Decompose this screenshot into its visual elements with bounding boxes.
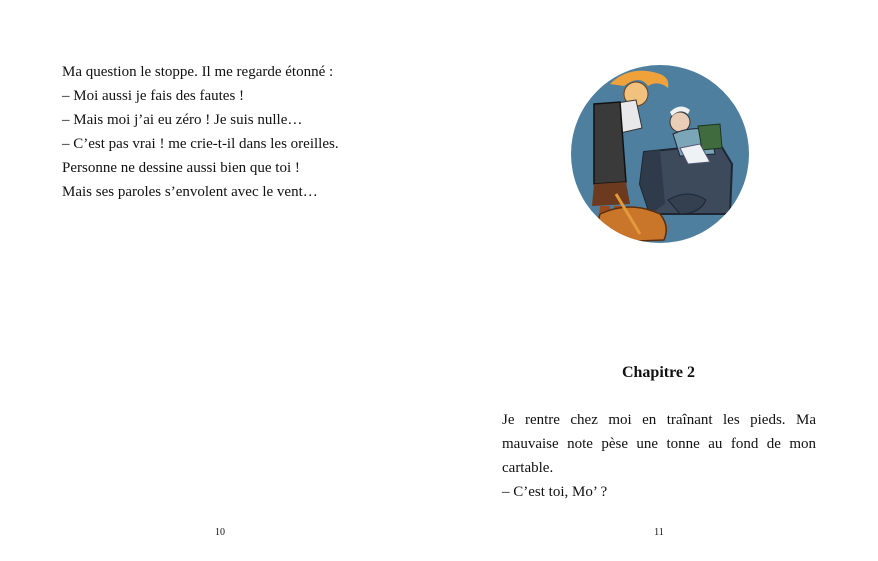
page-number-left: 10	[215, 527, 225, 538]
child-dress	[594, 102, 626, 184]
chapter-title: Chapitre 2	[621, 364, 696, 381]
circular-illustration-icon	[570, 64, 750, 244]
text-line: – Mais moi j’ai eu zéro ! Je suis nulle…	[62, 112, 303, 128]
paragraph: Je rentre chez moi en traînant les pieds. Ma mauvaise note pèse une tonne au fond de mon cartable.	[502, 412, 816, 476]
dog-shape	[598, 207, 666, 242]
text-line: Ma question le stoppe. Il me regarde étonné :	[62, 64, 334, 80]
dialogue-line: – C’est toi, Mo’ ?	[502, 484, 608, 500]
text-line: Mais ses paroles s’envolent avec le vent…	[62, 184, 318, 200]
page-number-right: 11	[654, 527, 664, 538]
text-line: – Moi aussi je fais des fautes !	[62, 88, 245, 104]
text-line: Personne ne dessine aussi bien que toi !	[62, 160, 300, 176]
text-line: – C’est pas vrai ! me crie-t-il dans les oreilles.	[62, 136, 339, 152]
right-page	[439, 0, 878, 561]
left-page-text	[62, 60, 422, 204]
right-page-text	[502, 408, 816, 504]
